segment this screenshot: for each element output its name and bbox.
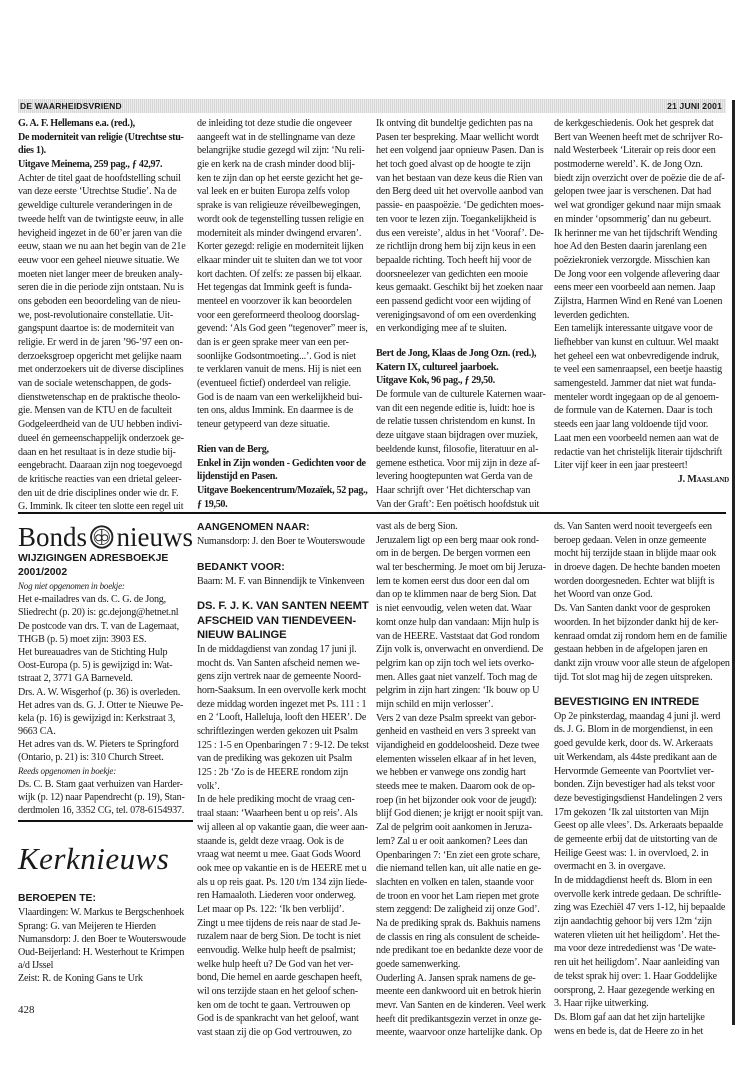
text-line: Numansdorp: J. den Boer te Wouterswoude [197, 536, 365, 547]
text-line: en verkondiging mee af te sluiten. [376, 323, 507, 335]
text-line: eenvoudig. Welke hulp heeft de psalmist; [197, 945, 356, 956]
text-line: Een tamelijk interessante uitgave voor de [554, 323, 713, 335]
text-line: Geest op alle vlees’. Ds. Arkeraats bepaalde [554, 820, 723, 832]
text-line: menteler wordt ingegaan op de al genoem- [554, 391, 719, 403]
text-line: Vlaardingen: W. Markus te Bergschenhoek [18, 907, 185, 919]
top_columns-column-2 [197, 117, 372, 511]
text-line: lem te komen eerst dus door een dal om [376, 575, 530, 587]
text-line: wens en bede is, dat de Heere zo in het [554, 1025, 704, 1037]
text-line: deze bevestigingsdienst Handelingen 2 vers [554, 792, 723, 804]
text-line: belangrijke studie gezegd wil zijn: ‘Nu reli- [197, 145, 365, 157]
text-line: Het bureauadres van de Stichting Hulp [18, 646, 168, 658]
article-headline: NIEUW BALINGE [197, 629, 287, 642]
text-line: In de middagdienst heeft ds. Blom in een [554, 875, 712, 886]
text-line: beeldende kunst, filosofie, literatuur en al- [376, 443, 539, 455]
text-line: Ik herinner me van het tijdschrift Wending [554, 227, 718, 239]
text-line: Van der Graft’: Een poëtisch hoofdstuk uit [376, 498, 540, 510]
article-heading-line: Katern IX, cultureel jaarboek. [376, 361, 499, 373]
article-heading-line: Uitgave Kok, 96 pag., ƒ 29,50. [376, 375, 495, 387]
text-line: a/d IJssel [18, 960, 54, 972]
running-header [18, 99, 726, 113]
scan-edge [732, 100, 735, 1025]
text-line: pelgrim in zijn hart zingen: ‘Ik bouw op U [376, 685, 540, 697]
section-heading: BEROEPEN TE: [18, 893, 96, 905]
text-line: soonlijke Godsontmoeting...’. God is niet [197, 350, 356, 362]
text-line: bepaalde richting. Toch heeft hij voor de [376, 254, 532, 266]
text-line: eengebracht. Daaraan zijn nog toegevoegd [18, 460, 182, 472]
text-line: 3. Haar rijke uitwerking. [554, 998, 649, 1010]
text-line: Sliedrecht (p. 20) is: gc.dejong@hetnet.nl [18, 607, 179, 619]
logo-text-right: nieuws [116, 522, 193, 552]
text-line: gie. Mensen van de KTU en de faculteit [18, 405, 172, 417]
text-line: den Berg deed uit het overvolle aanbod van [376, 186, 544, 198]
bondsnieuws-logo [18, 522, 193, 552]
text-line: ren Hamaaloth. Liederen voor onderweg. [197, 890, 356, 902]
text-line: God is de spankracht van het geloof, want [197, 1013, 359, 1025]
text-line: Haar schrijft over ‘Het dichterschap van [376, 484, 531, 496]
text-line: het Woord van onze God. [554, 589, 653, 601]
text-line: gens zijn vertrek naar de gemeente Noord- [197, 671, 361, 683]
text-line: het een volgend jaar opnieuw Pasen. Dan is [376, 145, 544, 157]
text-line: we, post-revolutionaire constellatie. Uit- [18, 309, 174, 321]
text-line: hevigheid ingezet in de 60’er jaren van die [18, 227, 182, 239]
paragraph-gap [197, 588, 372, 599]
article-headline: BEVESTIGING EN INTREDE [554, 696, 700, 709]
text-line: steeds mee te maken. Daarom ook de op- [376, 781, 535, 793]
text-line: wel wat grondiger gekund naar mijn smaak [554, 200, 721, 212]
text-line: ten ons, aldus Immink. En daarmee is de [197, 405, 354, 417]
text-line: Liter vijf keer in een jaar presteert! [554, 460, 688, 472]
text-line: pelgrim kan op zijn toch wel iets overko- [376, 657, 535, 669]
text-line: samengesteld. Jammer dat niet wat funda- [554, 378, 716, 390]
text-line: de relatie tussen christendom en kunst. In [376, 416, 535, 428]
text-line: ken te zijn dan op het eerste gezicht het ge- [197, 172, 363, 184]
column-rule [18, 820, 193, 822]
text-line: God is de naam van een werkelijkheid bui- [197, 391, 363, 403]
text-line: Ds. Van Santen dankt voor de gesproken [554, 603, 711, 615]
text-line: moeten niet langer meer de breuken analy- [18, 268, 183, 280]
bottom_columns-column-2 [197, 520, 372, 1040]
text-line: van dit een negende editie is, luidt: hoe is [376, 402, 535, 414]
text-line: met onderzoekers uit de diverse disciplines [18, 364, 184, 376]
text-line: gangspunt daartoe is: de moderniteit van [18, 323, 174, 335]
text-line: eeuw, staan we nu aan het begin van de 21e [18, 241, 186, 253]
text-line: teneur getypeerd van deze situatie. [197, 419, 330, 431]
text-line: slachten en volken en talen, staande voor [376, 876, 534, 888]
text-line: goed gevulde kerk, door ds. W. Arkeraats [554, 738, 713, 750]
article-heading-line: Uitgave Meinema, 259 pag., ƒ 42,97. [18, 159, 163, 171]
section-heading: AANGENOMEN NAAR: [197, 522, 310, 533]
text-line: De formule van de culturele Katernen waar- [376, 389, 546, 401]
text-line: voor een gereformeerd theoloog doorslag- [197, 309, 360, 321]
text-line: traal staan: ‘Waarheen bent u op reis’. Als [197, 808, 358, 820]
text-line: Jeruzalem ligt op een berg maar ook rond- [376, 534, 539, 546]
text-line: Let maar op Ps. 122: ‘Ik ben verblijd’. [197, 903, 345, 915]
text-line: vast als de berg Sion. [376, 521, 458, 532]
text-line: Numansdorp: J. den Boer te Wouterswoude [18, 933, 186, 945]
article-heading-line: Bert de Jong, Klaas de Jong Ozn. (red.), [376, 348, 537, 359]
text-line: ken om de tocht te gaan. Vertrouwen op [197, 999, 351, 1011]
article-heading-line: lijdenstijd en Pasen. [197, 471, 278, 483]
section-heading: WIJZIGINGEN ADRESBOEKJE [18, 553, 169, 564]
paragraph-gap [554, 684, 729, 695]
text-line: ds. Van Santen werd nooit tevergeefs een [554, 521, 712, 532]
text-line: tweede helft van de twintigste eeuw, in alle [18, 213, 184, 225]
text-line: passie- en paaspoëzie. ‘De gedichten moes- [376, 200, 544, 212]
bottom_columns-column-3 [376, 520, 551, 1040]
text-line: ren uit het heiligdom’. Naar aanleiding van [554, 957, 720, 969]
text-line: meente, waarvoor onze hartelijke dank. Op [376, 1027, 542, 1039]
text-line: Baarn: M. F. van Binnendijk te Vinkenveen [197, 575, 365, 587]
text-line: Openbaringen 7: ‘En ziet een grote schare, [376, 849, 540, 861]
text-line: Sprang: G. van Meijeren te Hierden [18, 920, 156, 932]
text-line: mijn schild en mijn verlosser’. [376, 698, 494, 710]
text-line: ook mee op vakantie en is de HEERE met u [197, 862, 367, 874]
text-line: en 2 ‘Looft, Halleluja, looft den HEER’. De [197, 712, 367, 724]
text-line: de kritische reacties van een drietal geleer- [18, 473, 182, 485]
text-line: de classis en ring als consulent de scheide- [376, 931, 540, 943]
text-line: vast staan zij die op God vertrouwen, zo [197, 1027, 352, 1039]
text-line: overvolle kerk intrede gedaan. De schriftle- [554, 888, 722, 900]
text-line: zing was Ezechiël 47 vers 1-12, hij bepaalde [554, 902, 726, 914]
text-line: komt onze hulp dan vandaan: Mijn hulp is [376, 616, 539, 628]
paragraph-gap [197, 549, 372, 560]
top_columns-column-3 [376, 117, 551, 511]
paragraph-gap [197, 432, 372, 443]
text-line: is niet eenvoudig, velen weten dat. Waar [376, 603, 532, 615]
text-line: (Ontario, p. 21) is: 310 Church Street. [18, 752, 164, 764]
text-line: het geheel een wat onbevredigende indruk, [554, 350, 720, 362]
article-heading-line: ƒ 19,50. [197, 498, 228, 510]
text-line: staande is, geldt deze vraag. Ook is de [197, 835, 344, 847]
text-line: roep (in het bijzonder ook voor de jeugd): [376, 794, 537, 806]
text-line: ten voor te lezen zijn. Toegankelijkheid is [376, 213, 537, 225]
text-line: gemene esthetica. Voor mij zijn in deze af- [376, 457, 540, 469]
text-line: te verklaren vanuit de mens. Hij is niet een [197, 364, 362, 376]
article-heading-line: G. A. F. Hellemans e.a. (red.), [18, 118, 135, 129]
text-line: bonden. Zijn bevestiger had als tekst voor [554, 779, 715, 791]
text-line: de troon en voor het Lam riepen met grote [376, 890, 539, 902]
text-line: van de HEERE. Vaststaat dat God rondom [376, 630, 540, 642]
text-line: 17m gekozen ‘Ik zal uitstorten van Mijn [554, 806, 709, 818]
text-line: gelopen twee jaar is verschenen. Dat had [554, 186, 712, 198]
text-line: tijd. Tot slot mag hij de zegen uitspreken. [554, 671, 713, 683]
text-line: volk’. [197, 780, 220, 792]
text-line: meente een dankwoord uit en betrok hierin [376, 986, 542, 998]
section-heading: 2001/2002 [18, 567, 68, 578]
text-line: Oud-Beijerland: H. Westerhout te Krimpen [18, 946, 185, 958]
text-line: wij alleen al op vakantie gaan, die weer aan- [197, 821, 368, 833]
text-line: gevend: ‘Als God geen “tegenover” meer is, [197, 323, 368, 335]
section-title: Kerknieuws [18, 841, 170, 877]
text-line: Het adres van ds. G. J. Otter te Nieuwe Pe- [18, 699, 184, 711]
text-line: tstraat 2, 3771 GA Barneveld. [18, 673, 133, 685]
text-line: Godgeleerdheid van de UU hebben indivi- [18, 419, 183, 431]
text-line: kenraad omdat zij rondom hem en de familie [554, 630, 727, 642]
article-heading-line: Rien van de Berg, [197, 443, 269, 455]
article-heading-line: dies 1). [18, 145, 46, 157]
text-line: Drs. A. W. Wisgerhof (p. 36) is overleden. [18, 686, 181, 698]
text-line: wijk (p. 12) naar Papendrecht (p. 19), Stan- [18, 792, 185, 803]
text-line: dan is er geen sprake meer van een per- [197, 337, 349, 348]
text-line: G. Immink. Ik citeer ten slotte een regel uit [18, 501, 184, 513]
text-line: zijn aandachtig gehoor bij vers 12m ‘zijn [554, 916, 712, 928]
text-line: steeds een jaar lang voldoende tijd voor. [554, 419, 709, 431]
text-line: dueel én gemeenschappelijk onderzoek ge- [18, 432, 184, 444]
text-line: mocht ds. Van Santen afscheid nemen we- [197, 657, 360, 669]
text-line: Het adres van ds. W. Pieters te Springford [18, 739, 179, 751]
text-line: 125 : 2b ‘Zo is de HEERE rondom zijn [197, 767, 348, 779]
text-line: (eventueel fictief) onderdeel van religie. [197, 378, 351, 390]
bottom_columns-column-1 [18, 520, 193, 986]
text-line: Bert van Weenen heeft met de schrijver Ro- [554, 131, 723, 143]
text-line: Oost-Europa (p. 5) is gewijzigd in: Wat- [18, 660, 173, 672]
text-line: 125 : 1-5 en Openbaringen 7 : 9-12. De tekst [197, 739, 369, 751]
page-number: 428 [18, 1004, 35, 1016]
article-heading-line: Enkel in Zijn wonden - Gedichten voor de [197, 457, 366, 469]
text-line: Ik ontving dit bundeltje gedichten pas na [376, 118, 533, 129]
text-line: we hebben er vanwege ons zondig hart [376, 767, 526, 779]
text-line: eeuw voor een geheel nieuwe situatie. We [18, 254, 180, 266]
text-line: lem? Zal u er ooit aankomen? Lees dan [376, 835, 528, 847]
text-line: Achter de titel gaat de hoofdstelling schuil [18, 172, 181, 184]
text-line: Zal de pelgrim ooit aankomen in Jeruza- [376, 822, 532, 834]
text-line: schriftlezingen werden gekozen uit Psalm [197, 726, 358, 737]
text-line: De postcode van drs. T. van de Lagemaat, [18, 620, 179, 632]
text-line: bond, Die hemel en aarde geschapen heeft, [197, 972, 362, 984]
text-line: beroep gedaan. Velen in onze gemeente [554, 534, 707, 546]
text-line: doorsneelezer van gedichten een mooie [376, 268, 528, 280]
text-line: ons geboden een beoordeling van de nieu- [18, 295, 181, 307]
text-line: woorden. In het bijzonder dankt hij de ker- [554, 616, 719, 628]
article-heading-line: Uitgave Boekencentrum/Mozaïek, 52 pag., [197, 484, 368, 496]
text-line: religie. Er werd in de jaren ’96-’97 een on- [18, 337, 183, 348]
text-line: de formule van de Katernen. Daar is toch [554, 405, 713, 417]
text-line: ze richtlijn drong hem bij zijn keus in een [376, 241, 536, 253]
text-line: eens meer een voorbeeld aan nemen. Jaap [554, 282, 716, 294]
text-line: Ds. C. B. Stam gaat verhuizen van Harder- [18, 778, 183, 790]
text-line: Ds. Blom gaf aan dat het zijn hartelijke [554, 1011, 705, 1023]
text-line: van de prediking was gekozen uit Psalm [197, 753, 352, 765]
text-line: derzoeksgroep opgericht met gelijke naam [18, 350, 182, 362]
text-line: 9663 CA. [18, 726, 56, 738]
top_columns-column-4 [554, 117, 729, 487]
text-line: nald Westerbeek ‘Literair op reis door een [554, 145, 716, 157]
text-line: Hervormde Gemeente van Poortvliet ver- [554, 765, 714, 777]
text-line: In de middagdienst van zondag 17 juni jl. [197, 643, 357, 655]
text-line: deze middag worden ingezet met Ps. 111 : 1 [197, 698, 367, 710]
text-line: uit Werkendam, als 44ste predikant aan de [554, 751, 717, 763]
top_columns-column-1 [18, 117, 193, 514]
text-line: in droeve dagen. De hechte banden moeten [554, 562, 721, 574]
text-line: te veel een samenraapsel, een beetje haastig [554, 364, 723, 376]
text-line: verenigingsavond of om een overdenking [376, 309, 537, 321]
text-line: Na de prediking sprak ds. Bakhuis namens [376, 917, 541, 929]
italic-note: Reeds opgenomen in boekje: [18, 765, 117, 776]
text-line: ruzalem naar de berg Sion. De tocht is niet [197, 931, 361, 943]
text-line: dan op te klimmen naar de berg Sion. Dat [376, 589, 537, 601]
text-line: THGB (p. 5) moet zijn: 3903 ES. [18, 633, 147, 645]
text-line: elementen wisselen elkaar af in het leven, [376, 753, 537, 765]
text-line: val leek en er buiten Europa zelfs volop [197, 186, 350, 198]
text-line: den uit de drie disciplines onder wie dr. F. [18, 487, 179, 499]
text-line: dienstwetenschap en de praktische theolo- [18, 391, 181, 403]
text-line: overmacht en 3. in overgave. [554, 861, 666, 873]
text-line: deze uitgave staan bijdragen over muziek, [376, 430, 538, 442]
text-line: De Jong voor een volgende aflevering daar [554, 268, 720, 280]
text-line: blijf God dienen; je krijgt er nooit spijt van. [376, 808, 543, 820]
text-line: heeft dit predikantsgezin verzet in onze ge- [376, 1013, 542, 1025]
text-line: keus gemaakt. Geschikt bij het zoeken naar [376, 282, 543, 294]
text-line: worden doorgesneden. Echter wat blijft is [554, 575, 715, 587]
text-line: aangeeft wat in de stellingname van deze [197, 131, 355, 143]
text-line: het toch goed alvast op de hoogte te zijn [376, 159, 531, 171]
text-line: daan en het resultaat is in deze studie bij- [18, 446, 176, 458]
text-line: om in de bergen. De bergen vormen een [376, 548, 531, 560]
text-line: de kerkgeschiedenis. Ook het gesprek dat [554, 118, 714, 129]
text-line: mocht hij terzijde staan in blijde maar ook [554, 548, 717, 560]
text-line: Zingt u mee tijdens de reis naar de stad Je- [197, 917, 361, 929]
text-line: ma voor deze intrededienst was ‘De wate- [554, 943, 716, 955]
article-headline: AFSCHEID VAN TIENDEVEEN- [197, 614, 357, 627]
text-line: dankt zijn vrouw voor alle steun de afgelopen [554, 657, 730, 669]
text-line: gie en kerk na de crash minder dood blij- [197, 159, 355, 171]
text-line: wal ter bescherming. Je moet om bij Jeruza- [376, 562, 546, 574]
text-line: In de hele prediking mocht de vraag cen- [197, 794, 355, 806]
section-heading: BEDANKT VOOR: [197, 561, 285, 573]
text-line: men. Alles gaat niet vanzelf. Toch mag de [376, 671, 538, 683]
article-headline: DS. F. J. K. VAN SANTEN NEEMT [197, 600, 369, 613]
text-line: postmoderne wereld’. K. de Jong Ozn. [554, 159, 703, 171]
text-line: derdmolen 16, 3352 CG, tel. 078-6154937. [18, 805, 185, 817]
text-line: kort dachten. Of zelfs: ze passen bij elkaar. [197, 268, 362, 280]
text-line: geweldige culturele veranderingen in de [18, 200, 173, 212]
text-line: vraag wat neemt u mee. Gaat Gods Woord [197, 849, 361, 861]
text-line: stem zeggend: De zaligheid zij onze God’. [376, 904, 540, 916]
text-line: redactie van het christelijk literair tijdschrift [554, 446, 723, 458]
text-line: dus een vereiste’, aldus in het ‘Vooraf’. De- [376, 227, 544, 239]
italic-note: Nog niet opgenomen in boekje: [18, 581, 125, 591]
text-line: liefhebber van kunst en cultuur. Wel maakt [554, 337, 719, 348]
text-line: mevr. Van Santen en de kinderen. Veel werk [376, 1000, 546, 1012]
text-line: Het e-mailadres van ds. C. G. de Jong, [18, 594, 166, 606]
text-line: Pasen ter bespreking. Maar wellicht wordt [376, 131, 539, 143]
text-line: moderniteit als minder dwingend ervaren’. [197, 227, 362, 239]
text-line: gestaan hebben in de afgelopen jaren en [554, 644, 708, 656]
text-line: seren die in die periode zijn ontstaan. Nu is [18, 282, 184, 294]
text-line: van de sociale wetenschappen, de gods- [18, 378, 172, 390]
text-line: de inleiding tot deze studie die ongeveer [197, 118, 352, 129]
text-line: Heilige Geest was: 1. in overvloed, 2. in [554, 847, 709, 859]
text-line: Korter gezegd: religie en moderniteit lijken [197, 241, 364, 253]
text-line: leverden gedichten. [554, 309, 630, 321]
text-line: van deze eerste ‘Utrechtse Studie’. Na de [18, 186, 177, 198]
text-line: hoe Ad den Besten daarin jarenlang een [554, 241, 707, 253]
text-line: en minder ‘opsommerig’ dan nu gebeurt. [554, 213, 712, 225]
text-line: genheid en vastheid en vers 3 spreekt van [376, 726, 536, 738]
text-line: wordt ook de tegenstelling tussen religie en [197, 213, 364, 225]
text-line: sprake is van religieuze réveilbewegingen, [197, 200, 361, 212]
text-line: vijandigheid en goddeloosheid. Deze twee [376, 740, 540, 751]
text-line: Ouderling A. Jansen sprak namens de ge- [376, 972, 536, 984]
text-line: de tekst sprak hij over: 1. Haar Goddelijke [554, 970, 717, 982]
text-line: Vers 2 van deze Psalm spreekt van gebor- [376, 712, 537, 724]
text-line: een passend gedicht voor een wijding of [376, 295, 531, 307]
paragraph-gap [376, 336, 551, 347]
text-line: Zijn volk is, onverwacht en onverdiend. De [376, 644, 544, 656]
bond-emblem-icon [88, 522, 115, 552]
issue-date: 21 JUNI 2001 [667, 101, 722, 111]
text-line: goede samenwerking. [376, 959, 461, 970]
text-line: Op 2e pinksterdag, maandag 4 juni jl. werd [554, 710, 721, 722]
text-line: wil ons terzijde staan en het geloof schen- [197, 986, 358, 998]
text-line: welke hulp heeft u? De God van het ver- [197, 958, 354, 970]
logo-text-left: Bonds [18, 522, 88, 552]
text-line: elkaar minder uit te sluiten dan we tot voor [197, 254, 362, 266]
text-line: die niemand tellen kan, uit alle natie en ge- [376, 863, 542, 875]
author-signature: J. Maasland [677, 473, 729, 485]
text-line: biedt zijn overzicht over de poëzie die de af- [554, 172, 725, 184]
publication-name: DE WAARHEIDSVRIEND [20, 101, 122, 111]
text-line: Zeist: R. de Koning Gans te Urk [18, 973, 143, 985]
text-line: als u op reis gaat. Ps. 120 t/m 134 zijn liede- [197, 876, 368, 888]
text-line: Laat men een voorbeeld nemen aan wat de [554, 432, 719, 444]
text-line: Zijlstra, Harmen Wind en René van Loenen [554, 295, 723, 307]
text-line: nde predikant toe en bedankte deze voor de [376, 945, 543, 957]
text-line: menteel en voorzover ik kan beoordelen [197, 295, 352, 307]
text-line: horn-Saaksum. In een overvolle kerk mocht [197, 684, 366, 696]
text-line: kela (p. 16) is gewijzigd in: Kerkstraat 3, [18, 712, 176, 724]
text-line: levering hoogtepunten wat Gerda van de [376, 471, 533, 483]
text-line: de gemeente erbij dat de uitstorting van de [554, 833, 718, 845]
text-line: oorsprong, 2. Haar gezegende werking en [554, 984, 715, 996]
text-line: van het bestaan van deze keus die Rien van [376, 172, 543, 184]
text-line: Het tegengas dat Immink geeft is funda- [197, 282, 352, 294]
text-line: poëziekroniek verzorgde. Misschien kan [554, 254, 710, 266]
text-line: wateren vlieten uit het heiligdom’. Het the- [554, 929, 720, 941]
bottom_columns-column-4 [554, 520, 729, 1038]
article-heading-line: De moderniteit van religie (Utrechtse stu- [18, 131, 184, 143]
text-line: ds. J. G. Blom in de morgendienst, in een [554, 724, 713, 736]
